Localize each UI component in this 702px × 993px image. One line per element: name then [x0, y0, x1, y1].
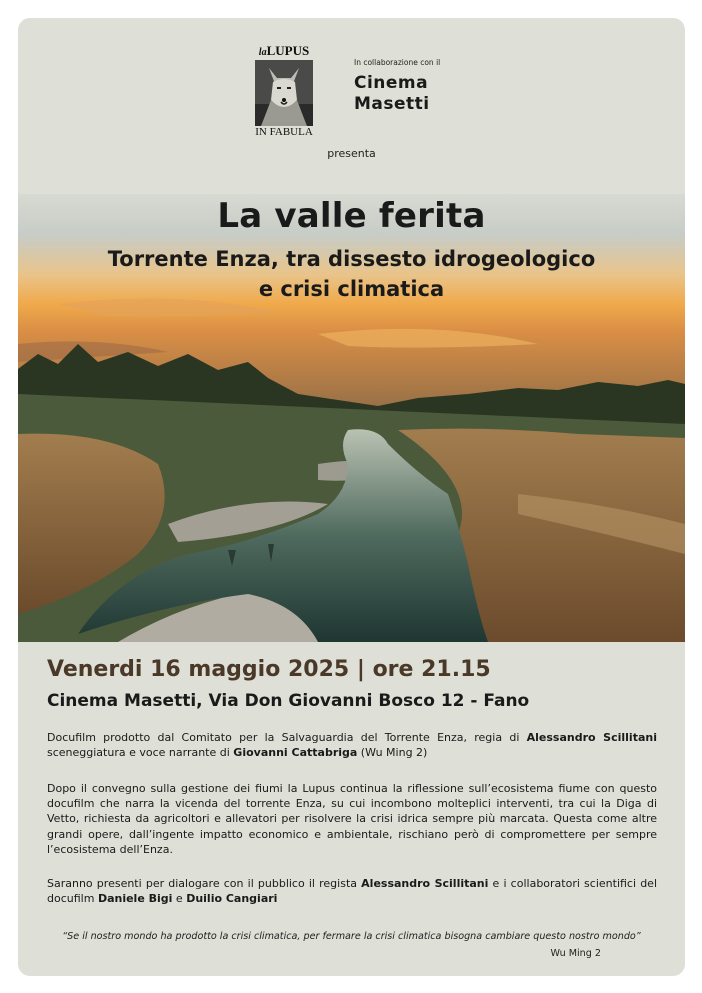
- event-venue: Cinema Masetti, Via Don Giovanni Bosco 12 - Fano: [47, 691, 530, 711]
- narrator-name: Giovanni Cattabriga: [233, 746, 358, 760]
- director-name-2: Alessandro Scillitani: [361, 877, 489, 890]
- lupus-logo: [252, 44, 316, 139]
- presenta-text: presenta: [327, 147, 376, 160]
- quote-author: Wu Ming 2: [550, 948, 601, 959]
- description-paragraph-2: Dopo il convegno sulla gestione dei fiumi la Lupus continua la riflessione sull’ecosistema fiume con questo docufilm che narra la vicenda del torrente Enza, su cui incombono molteplici interventi, tra cui la Diga di Vetto, richiesta da agricoltori e allevatori per risolvere la crisi idrica sempre più marcata. Questa come altre grandi opere, dall’ingente impatto economico e ambientale, rischiano però di compromettere per sempre l’ecosistema dell’Enza.: [47, 782, 657, 856]
- wolf-icon: [255, 60, 313, 126]
- collab-name-line1: Cinema: [354, 73, 429, 93]
- collab-name-line2: Masetti: [354, 94, 430, 114]
- logo-bottom-text: IN FABULA: [255, 126, 313, 138]
- event-subtitle: [18, 244, 685, 304]
- description-paragraph-3: Saranno presenti per dialogare con il pubblico il regista Alessandro Scillitani e i collaboratori scientifici del docufilm Daniele Bigi e Duilio Cangiari: [47, 877, 657, 906]
- collaboration-block: [354, 58, 464, 115]
- collab-label: In collaborazione con il: [354, 58, 441, 67]
- director-name: Alessandro Scillitani: [526, 731, 657, 744]
- event-title: La valle ferita: [217, 196, 486, 236]
- quote-text: “Se il nostro mondo ha prodotto la crisi climatica, per fermare la crisi climatica bisogna cambiare questo nostro mondo”: [62, 931, 641, 942]
- event-date-time: Venerdi 16 maggio 2025 | ore 21.15: [47, 657, 491, 682]
- description-paragraph-1: Docufilm prodotto dal Comitato per la Salvaguardia del Torrente Enza, regia di Alessandro Scillitani sceneggiatura e voce narrante di Giovanni Cattabriga (Wu Ming 2): [47, 731, 657, 760]
- poster-card: [18, 18, 685, 976]
- collaborator-name-1: Daniele Bigi: [97, 892, 173, 906]
- collaborator-name-2: Duilio Cangiari: [186, 892, 278, 906]
- subtitle-line-1: Torrente Enza, tra dissesto idrogeologico: [107, 247, 596, 271]
- logo-top-text: laLUPUS: [258, 43, 310, 58]
- subtitle-line-2: e crisi climatica: [258, 277, 445, 301]
